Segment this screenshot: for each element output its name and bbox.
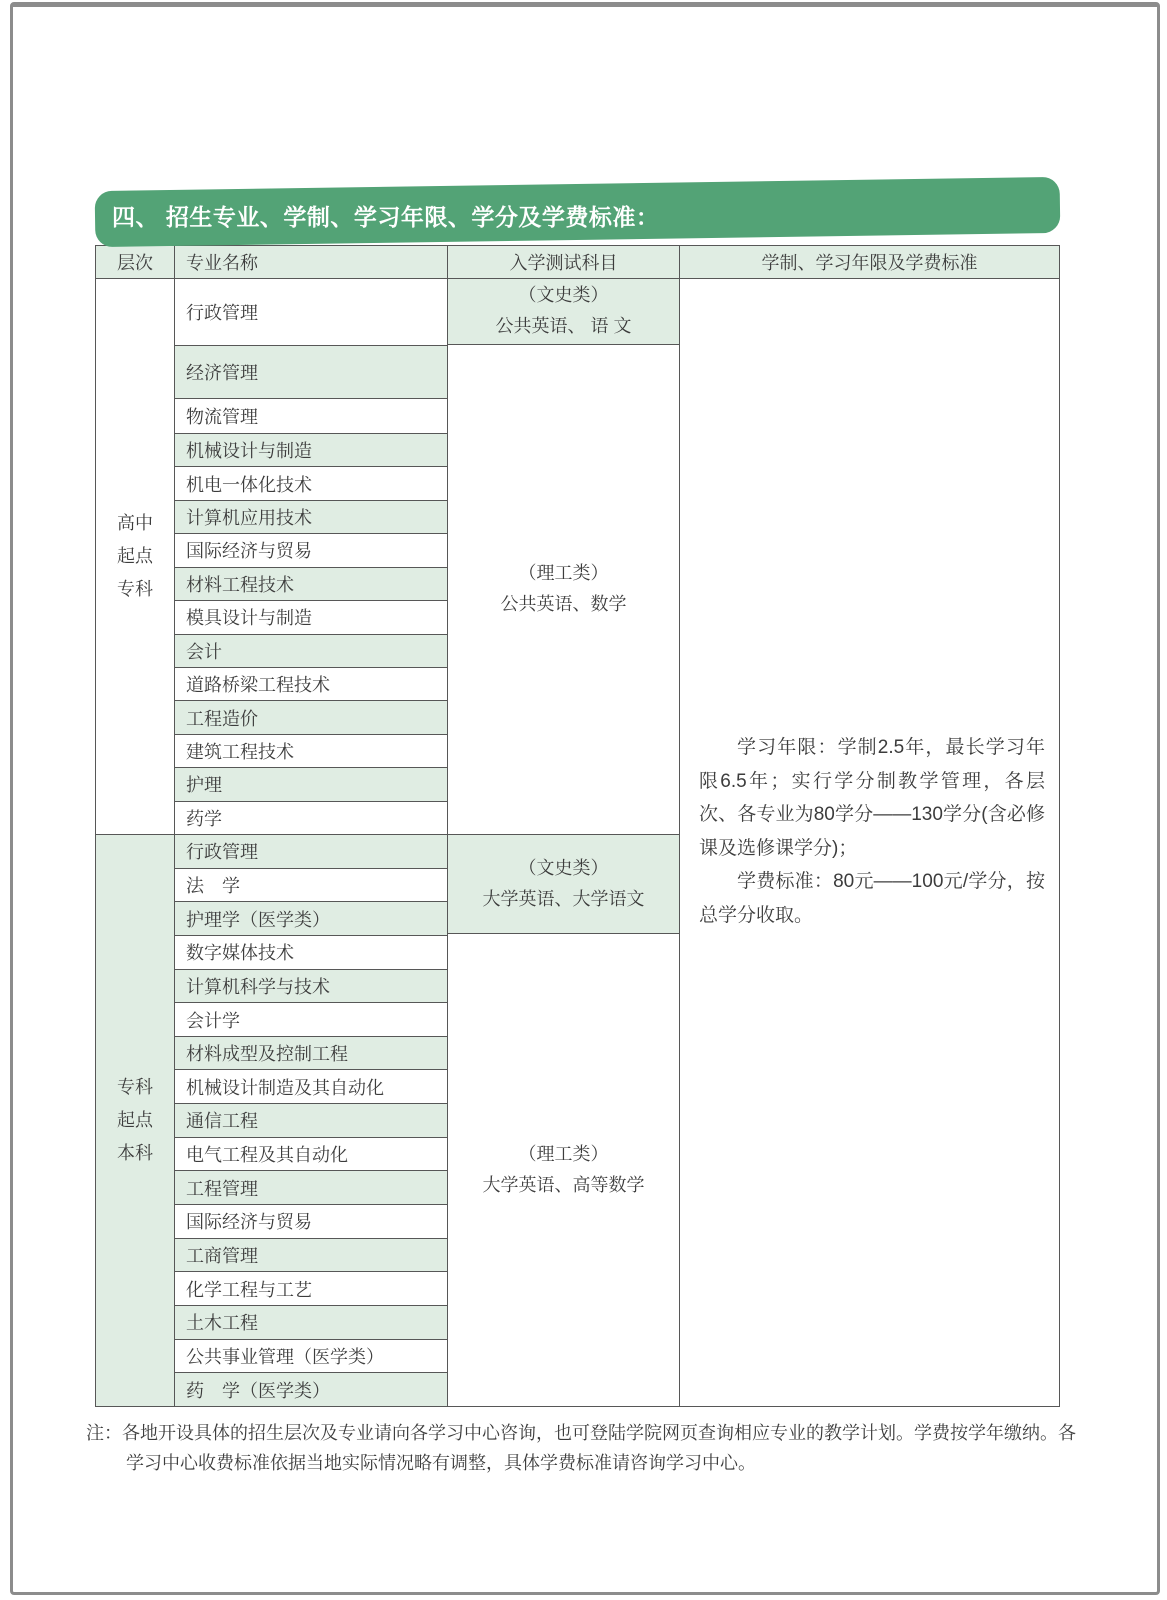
table-row	[175, 534, 447, 567]
level-column	[96, 279, 175, 1406]
footnote	[86, 1419, 1078, 1478]
major-group1	[175, 279, 447, 834]
major-label: 行政管理	[186, 842, 258, 863]
major-label: 机械设计与制造	[186, 441, 312, 462]
table-row	[175, 346, 447, 399]
table-row	[175, 668, 447, 701]
table-row	[175, 735, 447, 768]
level-line: 专科	[117, 1077, 153, 1097]
major-label: 机械设计制造及其自动化	[186, 1077, 384, 1098]
test-cell-wenshi-group1	[448, 279, 679, 345]
table-row	[175, 802, 447, 834]
table-row	[175, 635, 447, 668]
table-row	[175, 768, 447, 801]
major-label: 会计学	[186, 1010, 240, 1031]
major-label: 公共事业管理（医学类）	[186, 1346, 384, 1367]
major-label: 计算机应用技术	[186, 508, 312, 529]
table-row	[175, 601, 447, 634]
table-row	[175, 1037, 447, 1071]
test-category: （文史类）	[518, 858, 609, 878]
major-label: 道路桥梁工程技术	[186, 675, 330, 696]
major-group2	[175, 834, 447, 1406]
table-row	[175, 1138, 447, 1172]
level-line: 专科	[117, 579, 153, 599]
test-category: （理工类）	[518, 1144, 609, 1164]
major-column	[175, 279, 448, 1406]
major-label: 法 学	[186, 875, 240, 896]
table-row	[175, 936, 447, 970]
table-row	[175, 701, 447, 734]
study-duration-paragraph: 学习年限：学制2.5年，最长学习年限6.5年；实行学分制教学管理，各层次、各专业为80学分——130学分(含必修课及选修课学分)；	[699, 737, 1045, 859]
table-row	[175, 1171, 447, 1205]
major-label: 材料成型及控制工程	[186, 1044, 348, 1065]
major-label: 物流管理	[186, 407, 258, 427]
major-label: 会计	[186, 641, 222, 662]
header-cell-standard: 学制、学习年限及学费标准	[761, 253, 978, 273]
standard-cell	[680, 279, 1059, 1406]
header-cell-major: 专业名称	[175, 246, 448, 278]
major-label: 药 学（医学类）	[186, 1380, 330, 1401]
table-header-row	[96, 246, 1059, 279]
header-cell-level: 层次	[96, 246, 175, 278]
table-row	[175, 279, 447, 346]
table-body	[96, 279, 1059, 1406]
level-line: 本科	[117, 1143, 153, 1163]
test-subjects: 大学英语、高等数学	[482, 1175, 645, 1195]
test-group1	[448, 279, 679, 834]
table-row	[175, 1272, 447, 1306]
footnote-line-1: 注：各地开设具体的招生层次及专业请向各学习中心咨询，也可登陆学院网页查询相应专业的教学计划。学费按学年缴纳。各	[86, 1423, 1076, 1443]
major-label: 经济管理	[186, 363, 258, 383]
major-label: 模具设计与制造	[186, 608, 312, 629]
table-row	[175, 1070, 447, 1104]
major-label: 材料工程技术	[186, 574, 294, 595]
level-line: 高中	[117, 513, 153, 533]
table-row	[175, 501, 447, 534]
footnote-line-2: 学习中心收费标准依据当地实际情况略有调整，具体学费标准请咨询学习中心。	[126, 1452, 756, 1473]
major-label: 药学	[186, 808, 222, 829]
table-row	[175, 568, 447, 601]
admission-table	[95, 245, 1060, 1407]
table-row	[175, 1239, 447, 1273]
table-row	[175, 1104, 447, 1138]
major-label: 护理学（医学类）	[186, 909, 330, 930]
major-label: 化学工程与工艺	[186, 1279, 312, 1300]
level-cell-group1	[96, 279, 174, 834]
test-group2	[448, 834, 679, 1406]
major-label: 国际经济与贸易	[186, 541, 312, 562]
major-label: 行政管理	[186, 303, 258, 323]
major-label: 机电一体化技术	[186, 474, 312, 495]
major-label: 数字媒体技术	[186, 943, 294, 964]
test-subjects: 公共英语、 语 文	[495, 316, 632, 337]
table-row	[175, 434, 447, 467]
table-row	[175, 1340, 447, 1374]
table-row	[175, 1003, 447, 1037]
header-cell-test: 入学测试科目	[448, 246, 680, 278]
major-label: 国际经济与贸易	[186, 1212, 312, 1233]
tuition-paragraph: 学费标准：80元——100元/学分，按总学分收取。	[699, 871, 1045, 926]
test-cell-ligong-group1	[448, 345, 679, 835]
section-title: 四、 招生专业、学制、学习年限、学分及学费标准：	[112, 203, 660, 230]
table-row	[175, 1205, 447, 1239]
table-row	[175, 902, 447, 936]
table-row	[175, 399, 447, 434]
table-row	[175, 467, 447, 500]
level-line: 起点	[117, 546, 153, 566]
test-column	[448, 279, 680, 1406]
test-category: （文史类）	[518, 285, 609, 306]
table-row	[175, 1306, 447, 1340]
table-row	[175, 1373, 447, 1406]
major-label: 工程管理	[186, 1178, 258, 1199]
major-label: 护理	[186, 775, 222, 796]
major-label: 工程造价	[186, 708, 258, 729]
test-subjects: 公共英语、数学	[500, 594, 627, 615]
major-label: 计算机科学与技术	[186, 976, 330, 997]
test-cell-wenshi-group2	[448, 835, 679, 934]
level-cell-group2	[96, 834, 174, 1406]
table-row	[175, 869, 447, 903]
major-label: 电气工程及其自动化	[186, 1145, 348, 1166]
major-label: 建筑工程技术	[186, 742, 294, 762]
table-row	[175, 970, 447, 1004]
table-row	[175, 835, 447, 869]
major-label: 土木工程	[186, 1313, 258, 1334]
test-cell-ligong-group2	[448, 934, 679, 1406]
major-label: 工商管理	[186, 1246, 258, 1266]
level-line: 起点	[117, 1110, 153, 1130]
test-subjects: 大学英语、大学语文	[482, 889, 645, 909]
test-category: （理工类）	[518, 563, 609, 584]
major-label: 通信工程	[186, 1111, 258, 1132]
